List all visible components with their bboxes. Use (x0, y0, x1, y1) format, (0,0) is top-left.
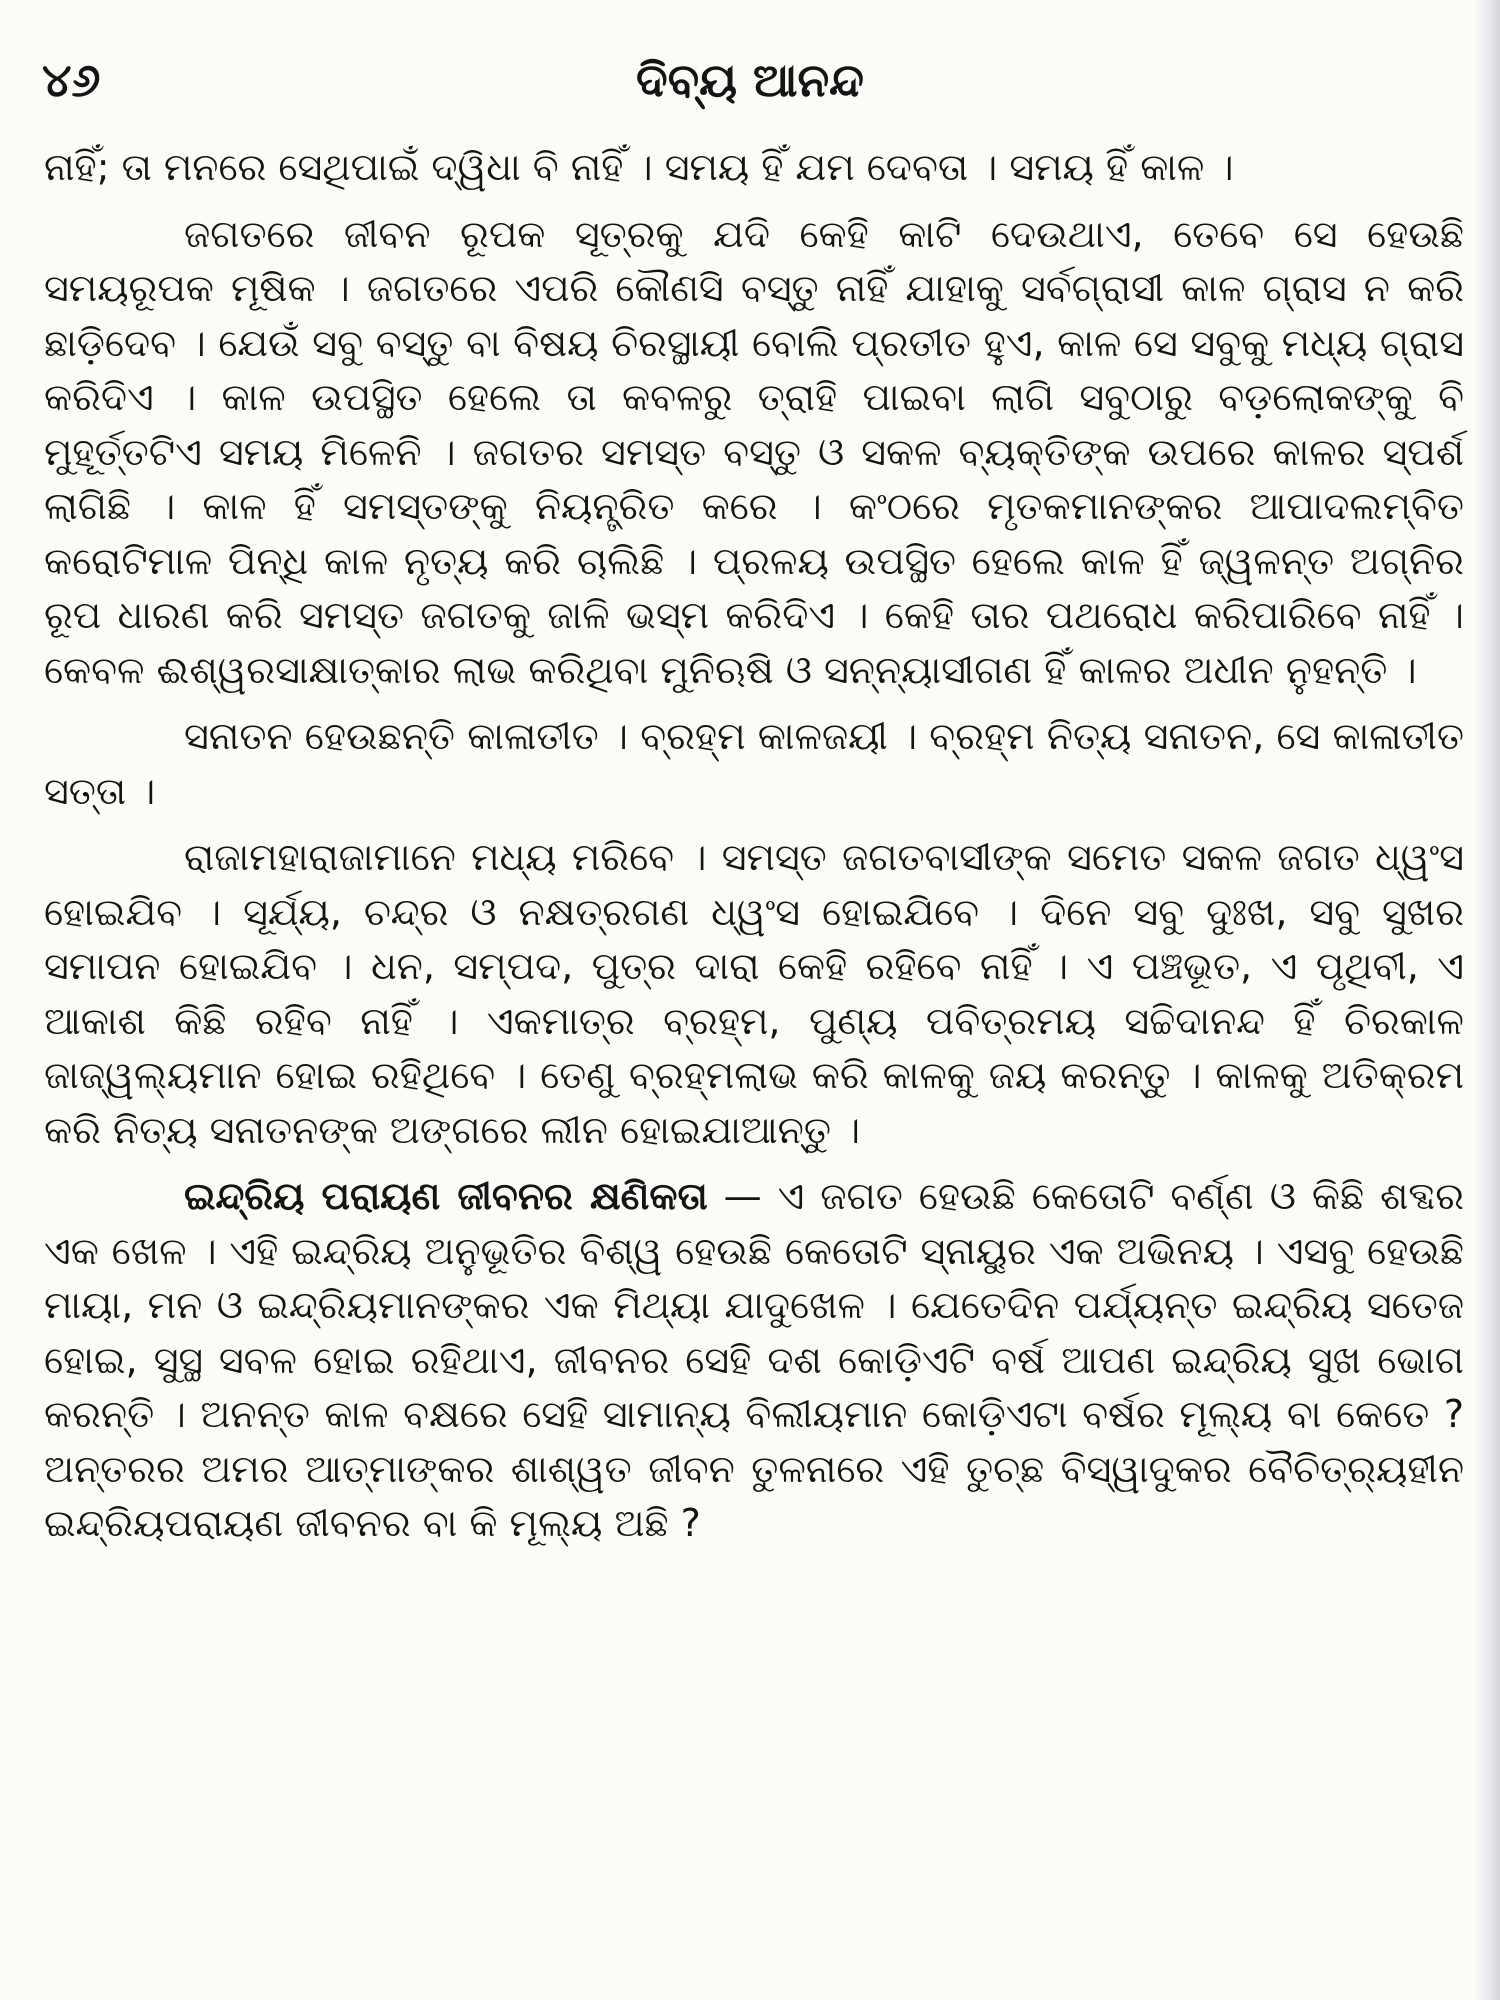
paragraph-continuation: ନାହିଁ; ତା ମନରେ ସେଥିପାଇଁ ଦ୍ୱିଧା ବି ନାହିଁ । ସମୟ ହିଁ ଯମ ଦେବତା । ସମୟ ହିଁ କାଳ । (44, 145, 1234, 189)
page-number: ୪୬ (42, 53, 101, 107)
running-title: ଦିବ୍ୟ ଆନନ୍ଦ (636, 53, 864, 107)
body-text (44, 140, 1464, 1563)
paragraph-sanatana: ସନାତନ ହେଉଛନ୍ତି କାଳାତୀତ । ବ୍ରହ୍ମ କାଳଜୟୀ । ବ୍ରହ୍ମ ନିତ୍ୟ ସନାତନ, ସେ କାଳାତୀତ ସତ୍ତା । (44, 714, 1464, 813)
page-header (0, 40, 1500, 130)
paragraph-indriya-text: — ଏ ଜଗତ ହେଉଛି କେତୋଟି ବର୍ଣ୍ଣ ଓ କିଛି ଶବ୍ଦର ଏକ ଖେଳ । ଏହି ଇନ୍ଦ୍ରିୟ ଅନୁଭୂତିର ବିଶ୍ୱ ହେଉଛି କେତୋଟି ସ୍ନାୟୁର ଏକ ଅଭିନୟ । ଏସବୁ ହେଉଛି ମାୟା, ମନ ଓ ଇନ୍ଦ୍ରିୟମାନଙ୍କର ଏକ ମିଥ୍ୟା ଯାଦୁଖେଳ । ଯେତେଦିନ ପର୍ଯ୍ୟନ୍ତ ଇନ୍ଦ୍ରିୟ ସତେଜ ହୋଇ, ସୁସ୍ଥ ସବଳ ହୋଇ ରହିଥାଏ, ଜୀବନର ସେହି ଦଶ କୋଡ଼ିଏଟି ବର୍ଷ ଆପଣ ଇନ୍ଦ୍ରିୟ ସୁଖ ଭୋଗ କରନ୍ତି । ଅନନ୍ତ କାଳ ବକ୍ଷରେ ସେହି ସାମାନ୍ୟ ବିଲୀୟମାନ କୋଡ଼ିଏଟା ବର୍ଷର ମୂଲ୍ୟ ବା କେତେ ? ଅନ୍ତରର ଅମର ଆତ୍ମାଙ୍କର ଶାଶ୍ୱତ ଜୀବନ ତୁଳନାରେ ଏହି ତୁଚ୍ଛ ବିସ୍ୱାଦୁକର ବୈଚିତ୍ର୍ୟହୀନ ଇନ୍ଦ୍ରିୟପରାୟଣ ଜୀବନର ବା କି ମୂଲ୍ୟ ଅଛି ? (44, 1174, 1464, 1545)
page-edge (1474, 0, 1500, 2000)
paragraph-indriya (44, 1169, 1464, 1551)
paragraph-rajamaharaja: ରାଜାମହାରାଜାମାନେ ମଧ୍ୟ ମରିବେ । ସମସ୍ତ ଜଗତବାସୀଙ୍କ ସମେତ ସକଳ ଜଗତ ଧ୍ୱଂସ ହୋଇଯିବ । ସୂର୍ଯ୍ୟ, ଚନ୍ଦ୍ର ଓ ନକ୍ଷତ୍ରଗଣ ଧ୍ୱଂସ ହୋଇଯିବେ । ଦିନେ ସବୁ ଦୁଃଖ, ସବୁ ସୁଖର ସମାପନ ହୋଇଯିବ । ଧନ, ସମ୍ପଦ, ପୁତ୍ର ଦାରା କେହି ରହିବେ ନାହିଁ । ଏ ପଞ୍ଚଭୂତ, ଏ ପୃଥିବୀ, ଏ ଆକାଶ କିଛି ରହିବ ନାହିଁ । ଏକମାତ୍ର ବ୍ରହ୍ମ, ପୁଣ୍ୟ ପବିତ୍ରମୟ ସଚ୍ଚିଦାନନ୍ଦ ହିଁ ଚିରକାଳ ଜାଜ୍ୱଲ୍ୟମାନ ହୋଇ ରହିଥିବେ । ତେଣୁ ବ୍ରହ୍ମଲାଭ କରି କାଳକୁ ଜୟ କରନ୍ତୁ । କାଳକୁ ଅତିକ୍ରମ କରି ନିତ୍ୟ ସନାତନଙ୍କ ଅଙ୍ଗରେ ଲୀନ ହୋଇଯାଆନ୍ତୁ । (44, 835, 1464, 1152)
paragraph-kala: ଜଗତରେ ଜୀବନ ରୂପକ ସୂତ୍ରକୁ ଯଦି କେହି କାଟି ଦେଉଥାଏ, ତେବେ ସେ ହେଉଛି ସମୟରୂପକ ମୂଷିକ । ଜଗତରେ ଏପରି କୌଣସି ବସ୍ତୁ ନାହିଁ ଯାହାକୁ ସର୍ବଗ୍ରାସୀ କାଳ ଗ୍ରାସ ନ କରି ଛାଡ଼ିଦେବ । ଯେଉଁ ସବୁ ବସ୍ତୁ ବା ବିଷୟ ଚିରସ୍ଥାୟୀ ବୋଲି ପ୍ରତୀତ ହୁଏ, କାଳ ସେ ସବୁକୁ ମଧ୍ୟ ଗ୍ରାସ କରିଦିଏ । କାଳ ଉପସ୍ଥିତ ହେଲେ ତା କବଳରୁ ତ୍ରାହି ପାଇବା ଲାଗି ସବୁଠାରୁ ବଡ଼ଲୋକଙ୍କୁ ବି ମୁହୂର୍ତ୍ତଟିଏ ସମୟ ମିଳେନି । ଜଗତର ସମସ୍ତ ବସ୍ତୁ ଓ ସକଳ ବ୍ୟକ୍ତିଙ୍କ ଉପରେ କାଳର ସ୍ପର୍ଶ ଲାଗିଛି । କାଳ ହିଁ ସମସ୍ତଙ୍କୁ ନିୟନ୍ତ୍ରିତ କରେ । କଂଠରେ ମୃତକମାନଙ୍କର ଆପାଦଲମ୍ବିତ କରୋଟିମାଳ ପିନ୍ଧି କାଳ ନୃତ୍ୟ କରି ଚାଲିଛି । ପ୍ରଳୟ ଉପସ୍ଥିତ ହେଲେ କାଳ ହିଁ ଜ୍ୱଳନ୍ତ ଅଗ୍ନିର ରୂପ ଧାରଣ କରି ସମସ୍ତ ଜଗତକୁ ଜାଳି ଭସ୍ମ କରିଦିଏ । କେହି ତାର ପଥରୋଧ କରିପାରିବେ ନାହିଁ । କେବଳ ଈଶ୍ୱରସାକ୍ଷାତ୍‌କାର ଲାଭ କରିଥିବା ମୁନିଋଷି ଓ ସନ୍ନ୍ୟାସୀଗଣ ହିଁ କାଳର ଅଧୀନ ନୁହନ୍ତି । (44, 211, 1464, 692)
section-heading: ଇନ୍ଦ୍ରିୟ ପରାୟଣ ଜୀବନର କ୍ଷଣିକତା (184, 1174, 708, 1218)
